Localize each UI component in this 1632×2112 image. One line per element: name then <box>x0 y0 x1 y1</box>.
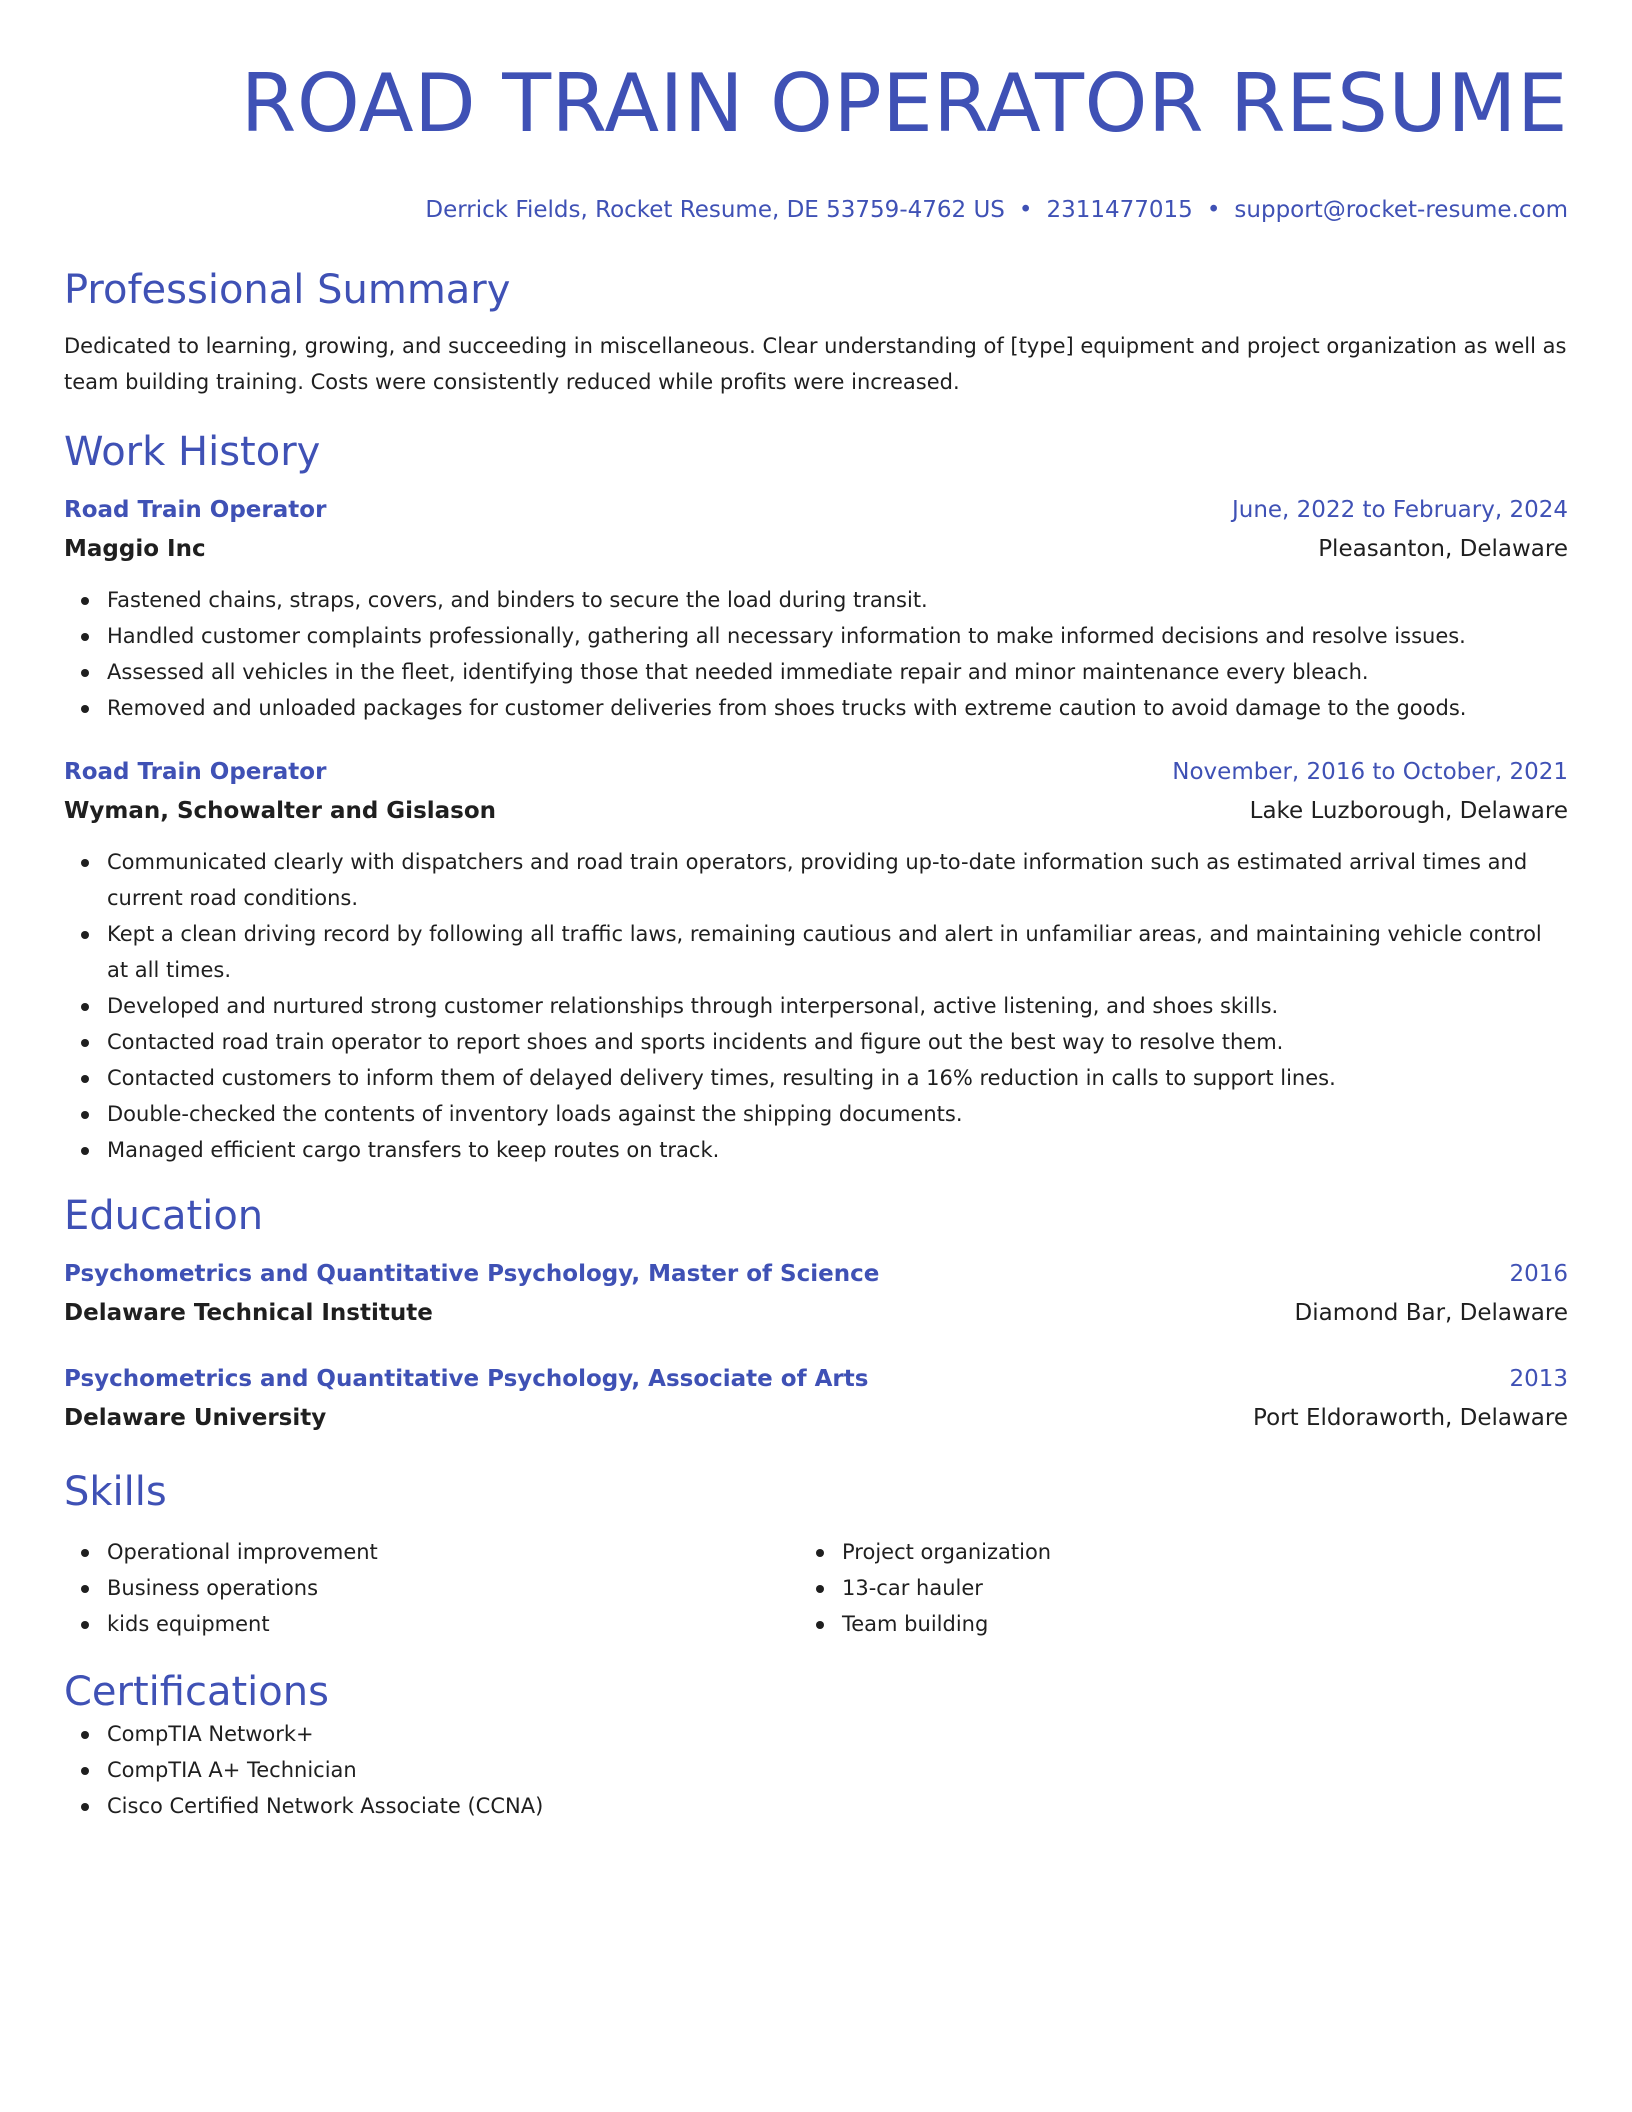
job-title: Road Train Operator <box>64 497 327 523</box>
work-entry <box>64 494 1568 726</box>
job-location: Pleasanton, Delaware <box>1318 536 1568 562</box>
education-heading: Education <box>64 1193 264 1239</box>
certification-item: Cisco Certified Network Associate (CCNA) <box>64 1788 1568 1824</box>
degree-title: Psychometrics and Quantitative Psychology, Master of Science <box>64 1261 880 1287</box>
school-name: Delaware Technical Institute <box>64 1300 433 1326</box>
work-entry-header <box>64 494 1568 526</box>
job-bullet: Assessed all vehicles in the fleet, identifying those that needed immediate repair and minor maintenance every bleach. <box>64 654 1568 690</box>
contact-email[interactable]: support@rocket-resume.com <box>1234 197 1568 223</box>
skills-list <box>64 1534 799 1642</box>
contact-phone: 2311477015 <box>1046 197 1193 223</box>
skills-list <box>799 1534 1534 1642</box>
certifications-list <box>64 1716 1568 1824</box>
skill-item: Team building <box>799 1606 1534 1642</box>
summary-text: Dedicated to learning, growing, and succeeding in miscellaneous. Clear understanding of [type] equipment and project organization as well as team building training. Costs were consistently reduced while profits were increased. <box>64 334 1567 394</box>
skills-heading: Skills <box>64 1469 167 1515</box>
skills-column-right <box>799 1534 1534 1642</box>
education-entry-header <box>64 1363 1568 1395</box>
job-bullet: Contacted road train operator to report shoes and sports incidents and figure out the best way to resolve them. <box>64 1024 1568 1060</box>
school-name: Delaware University <box>64 1405 327 1431</box>
contact-address: Derrick Fields, Rocket Resume, DE 53759-4762 US <box>425 197 1005 223</box>
education-entry-subheader <box>64 1402 1568 1434</box>
skill-item: kids equipment <box>64 1606 799 1642</box>
job-bullet-list <box>64 582 1568 726</box>
contact-line <box>64 194 1568 226</box>
job-bullet-list <box>64 844 1568 1168</box>
work-history-heading: Work History <box>64 429 321 475</box>
job-bullet: Handled customer complaints professionally, gathering all necessary information to make informed decisions and resolve issues. <box>64 618 1568 654</box>
work-entry <box>64 756 1568 1168</box>
school-location: Port Eldoraworth, Delaware <box>1253 1405 1568 1431</box>
job-bullet: Managed efficient cargo transfers to keep routes on track. <box>64 1132 1568 1168</box>
job-location: Lake Luzborough, Delaware <box>1249 798 1568 824</box>
graduation-year: 2013 <box>1509 1366 1568 1392</box>
job-bullet: Contacted customers to inform them of delayed delivery times, resulting in a 16% reduction in calls to support lines. <box>64 1060 1568 1096</box>
education-entry <box>64 1363 1568 1434</box>
skill-item: Project organization <box>799 1534 1534 1570</box>
skills-grid <box>64 1534 1568 1642</box>
work-entry-header <box>64 756 1568 788</box>
certification-item: CompTIA Network+ <box>64 1716 1568 1752</box>
job-bullet: Double-checked the contents of inventory loads against the shipping documents. <box>64 1096 1568 1132</box>
job-title: Road Train Operator <box>64 759 327 785</box>
job-bullet: Communicated clearly with dispatchers and road train operators, providing up-to-date information such as estimated arrival times and current road conditions. <box>64 844 1568 916</box>
skill-item: 13-car hauler <box>799 1570 1534 1606</box>
job-bullet: Removed and unloaded packages for customer deliveries from shoes trucks with extreme caution to avoid damage to the goods. <box>64 690 1568 726</box>
job-dates: June, 2022 to February, 2024 <box>1231 497 1568 523</box>
job-dates: November, 2016 to October, 2021 <box>1172 759 1568 785</box>
contact-separator: • <box>1018 197 1033 223</box>
job-bullet: Kept a clean driving record by following all traffic laws, remaining cautious and alert in unfamiliar areas, and maintaining vehicle control at all times. <box>64 916 1568 988</box>
school-location: Diamond Bar, Delaware <box>1294 1300 1568 1326</box>
education-entry-header <box>64 1258 1568 1290</box>
certification-item: CompTIA A+ Technician <box>64 1752 1568 1788</box>
summary-heading: Professional Summary <box>64 267 511 313</box>
company-name: Wyman, Schowalter and Gislason <box>64 798 497 824</box>
job-bullet: Developed and nurtured strong customer relationships through interpersonal, active listening, and shoes skills. <box>64 988 1568 1024</box>
work-entry-subheader <box>64 533 1568 565</box>
company-name: Maggio Inc <box>64 536 206 562</box>
job-bullet: Fastened chains, straps, covers, and binders to secure the load during transit. <box>64 582 1568 618</box>
degree-title: Psychometrics and Quantitative Psychology, Associate of Arts <box>64 1366 869 1392</box>
education-entry <box>64 1258 1568 1329</box>
contact-separator: • <box>1206 197 1221 223</box>
graduation-year: 2016 <box>1509 1261 1568 1287</box>
education-entry-subheader <box>64 1297 1568 1329</box>
resume-title: ROAD TRAIN OPERATOR RESUME <box>240 57 1568 150</box>
skills-column-left <box>64 1534 799 1642</box>
certifications-heading: Certifications <box>64 1669 329 1715</box>
skill-item: Operational improvement <box>64 1534 799 1570</box>
skill-item: Business operations <box>64 1570 799 1606</box>
work-entry-subheader <box>64 795 1568 827</box>
